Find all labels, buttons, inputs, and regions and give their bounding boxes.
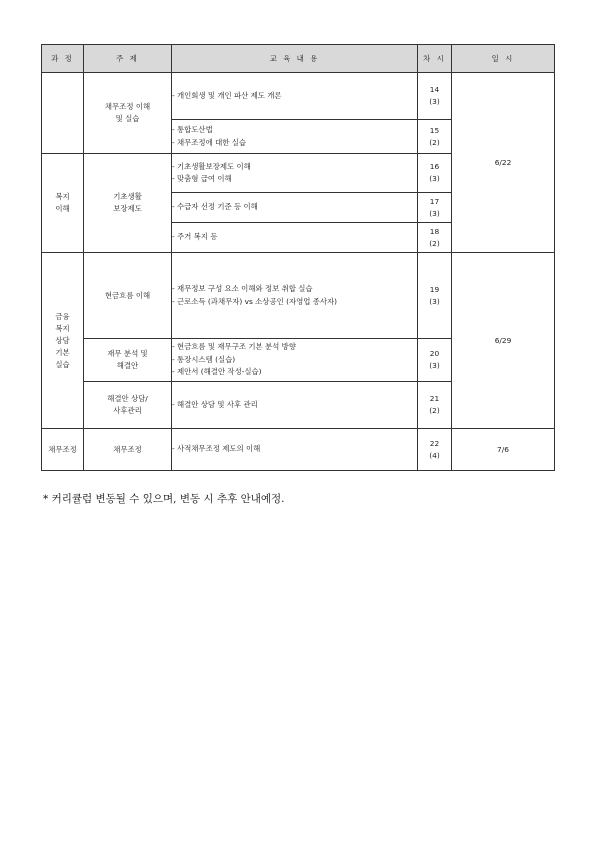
cell-line: 기본 — [55, 347, 70, 357]
cell-line: 6/22 — [494, 157, 512, 167]
cell-line: 채무조정 이해 — [104, 102, 151, 111]
course-cell — [42, 429, 84, 471]
cell-line: 복지 — [55, 192, 70, 201]
cell-line: 22 — [429, 438, 440, 448]
cell-line: 현금흐름 이해 — [104, 290, 151, 300]
cell-line: 실습 — [55, 359, 70, 369]
cell-line: 사후관리 — [113, 406, 142, 415]
cell-line: 19 — [429, 284, 440, 294]
content-item: - 현금흐름 및 재무구조 기본 분석 방향 — [172, 342, 296, 352]
content-item: - 통장시스템 (실습) — [172, 354, 236, 364]
content-item: - 근로소득 (과채무자) vs 소상공인 (자영업 종사자) — [172, 296, 338, 306]
content-item: - 주거 복지 등 — [172, 232, 218, 242]
course-cell — [42, 154, 84, 253]
table-row — [42, 429, 555, 471]
session-cell — [418, 382, 452, 429]
date-cell — [452, 73, 555, 253]
content-item: - 해결안 상담 및 사후 관리 — [172, 399, 258, 409]
content-cell — [172, 193, 418, 223]
topic-cell — [84, 382, 172, 429]
cell-line: 보장제도 — [113, 204, 142, 213]
cell-line: 해결안 상담/ — [107, 394, 148, 403]
cell-line: (3) — [429, 361, 440, 370]
content-cell — [172, 120, 418, 154]
course-cell — [42, 253, 84, 429]
cell-line: (4) — [429, 450, 440, 460]
cell-line: (2) — [429, 238, 440, 248]
session-cell — [418, 120, 452, 154]
cell-line: 및 실습 — [115, 114, 140, 123]
cell-line: 해결안 — [116, 361, 139, 370]
cell-line: 기초생활 — [113, 192, 142, 201]
content-item: - 맞춤형 급여 이해 — [172, 174, 232, 183]
session-cell — [418, 73, 452, 120]
content-cell — [172, 429, 418, 471]
content-item: - 통합도산법 — [172, 125, 213, 134]
cell-line: (2) — [429, 137, 440, 147]
cell-line: 복지 — [55, 323, 70, 333]
cell-line: 재무 분석 및 — [107, 349, 148, 358]
content-item: - 채무조정에 대한 실습 — [172, 137, 246, 147]
cell-line: (3) — [429, 174, 440, 183]
cell-line: 15 — [429, 125, 440, 135]
cell-line: 18 — [429, 226, 440, 236]
content-cell — [172, 154, 418, 193]
cell-line: 채무조정 — [113, 444, 142, 454]
cell-line: 14 — [429, 85, 440, 94]
table-row — [42, 73, 555, 120]
table-row — [42, 253, 555, 339]
topic-cell — [84, 73, 172, 154]
content-item: - 개인회생 및 개인 파산 제도 개론 — [172, 90, 282, 100]
content-cell — [172, 253, 418, 339]
cell-line: 20 — [429, 349, 440, 358]
session-cell — [418, 429, 452, 471]
cell-line: 채무조정 — [48, 444, 77, 454]
cell-line: 금융 — [55, 311, 70, 321]
cell-line: (3) — [429, 208, 440, 218]
header-row — [42, 45, 555, 73]
cell-line: 이해 — [55, 204, 70, 213]
cell-line: (3) — [429, 296, 440, 306]
date-cell — [452, 429, 555, 471]
topic-cell — [84, 339, 172, 382]
cell-line: 21 — [429, 394, 440, 403]
header-content: 교 육 내 용 — [172, 45, 418, 73]
date-cell — [452, 253, 555, 429]
cell-line: 6/29 — [494, 335, 512, 345]
content-cell — [172, 339, 418, 382]
header-session: 차 시 — [418, 45, 452, 73]
session-cell — [418, 154, 452, 193]
header-date: 일 시 — [452, 45, 555, 73]
content-cell — [172, 382, 418, 429]
course-cell — [42, 73, 84, 154]
cell-line: (3) — [429, 97, 440, 106]
session-cell — [418, 223, 452, 253]
content-cell — [172, 73, 418, 120]
topic-cell — [84, 429, 172, 471]
topic-cell — [84, 253, 172, 339]
curriculum-table — [41, 44, 555, 471]
header-topic: 주 제 — [84, 45, 172, 73]
cell-line: 17 — [429, 196, 440, 206]
cell-line: (2) — [429, 406, 440, 415]
content-item: - 재무정보 구성 요소 이해와 정보 취합 실습 — [172, 284, 313, 293]
content-cell — [172, 223, 418, 253]
session-cell — [418, 253, 452, 339]
topic-cell — [84, 154, 172, 253]
cell-line: 7/6 — [497, 444, 509, 454]
header-course: 과 정 — [42, 45, 84, 73]
session-cell — [418, 339, 452, 382]
content-item: - 사적채무조정 제도의 이해 — [172, 444, 261, 454]
curriculum-note: * 커리큘럼 변동될 수 있으며, 변동 시 추후 안내예정. — [43, 493, 285, 505]
content-item: - 제안서 (해결안 작성-실습) — [172, 367, 262, 377]
session-cell — [418, 193, 452, 223]
content-item: - 수급자 선정 기준 등 이해 — [172, 202, 258, 212]
content-item: - 기초생활보장제도 이해 — [172, 161, 251, 171]
cell-line: 16 — [429, 162, 440, 171]
cell-line: 상담 — [55, 335, 70, 345]
